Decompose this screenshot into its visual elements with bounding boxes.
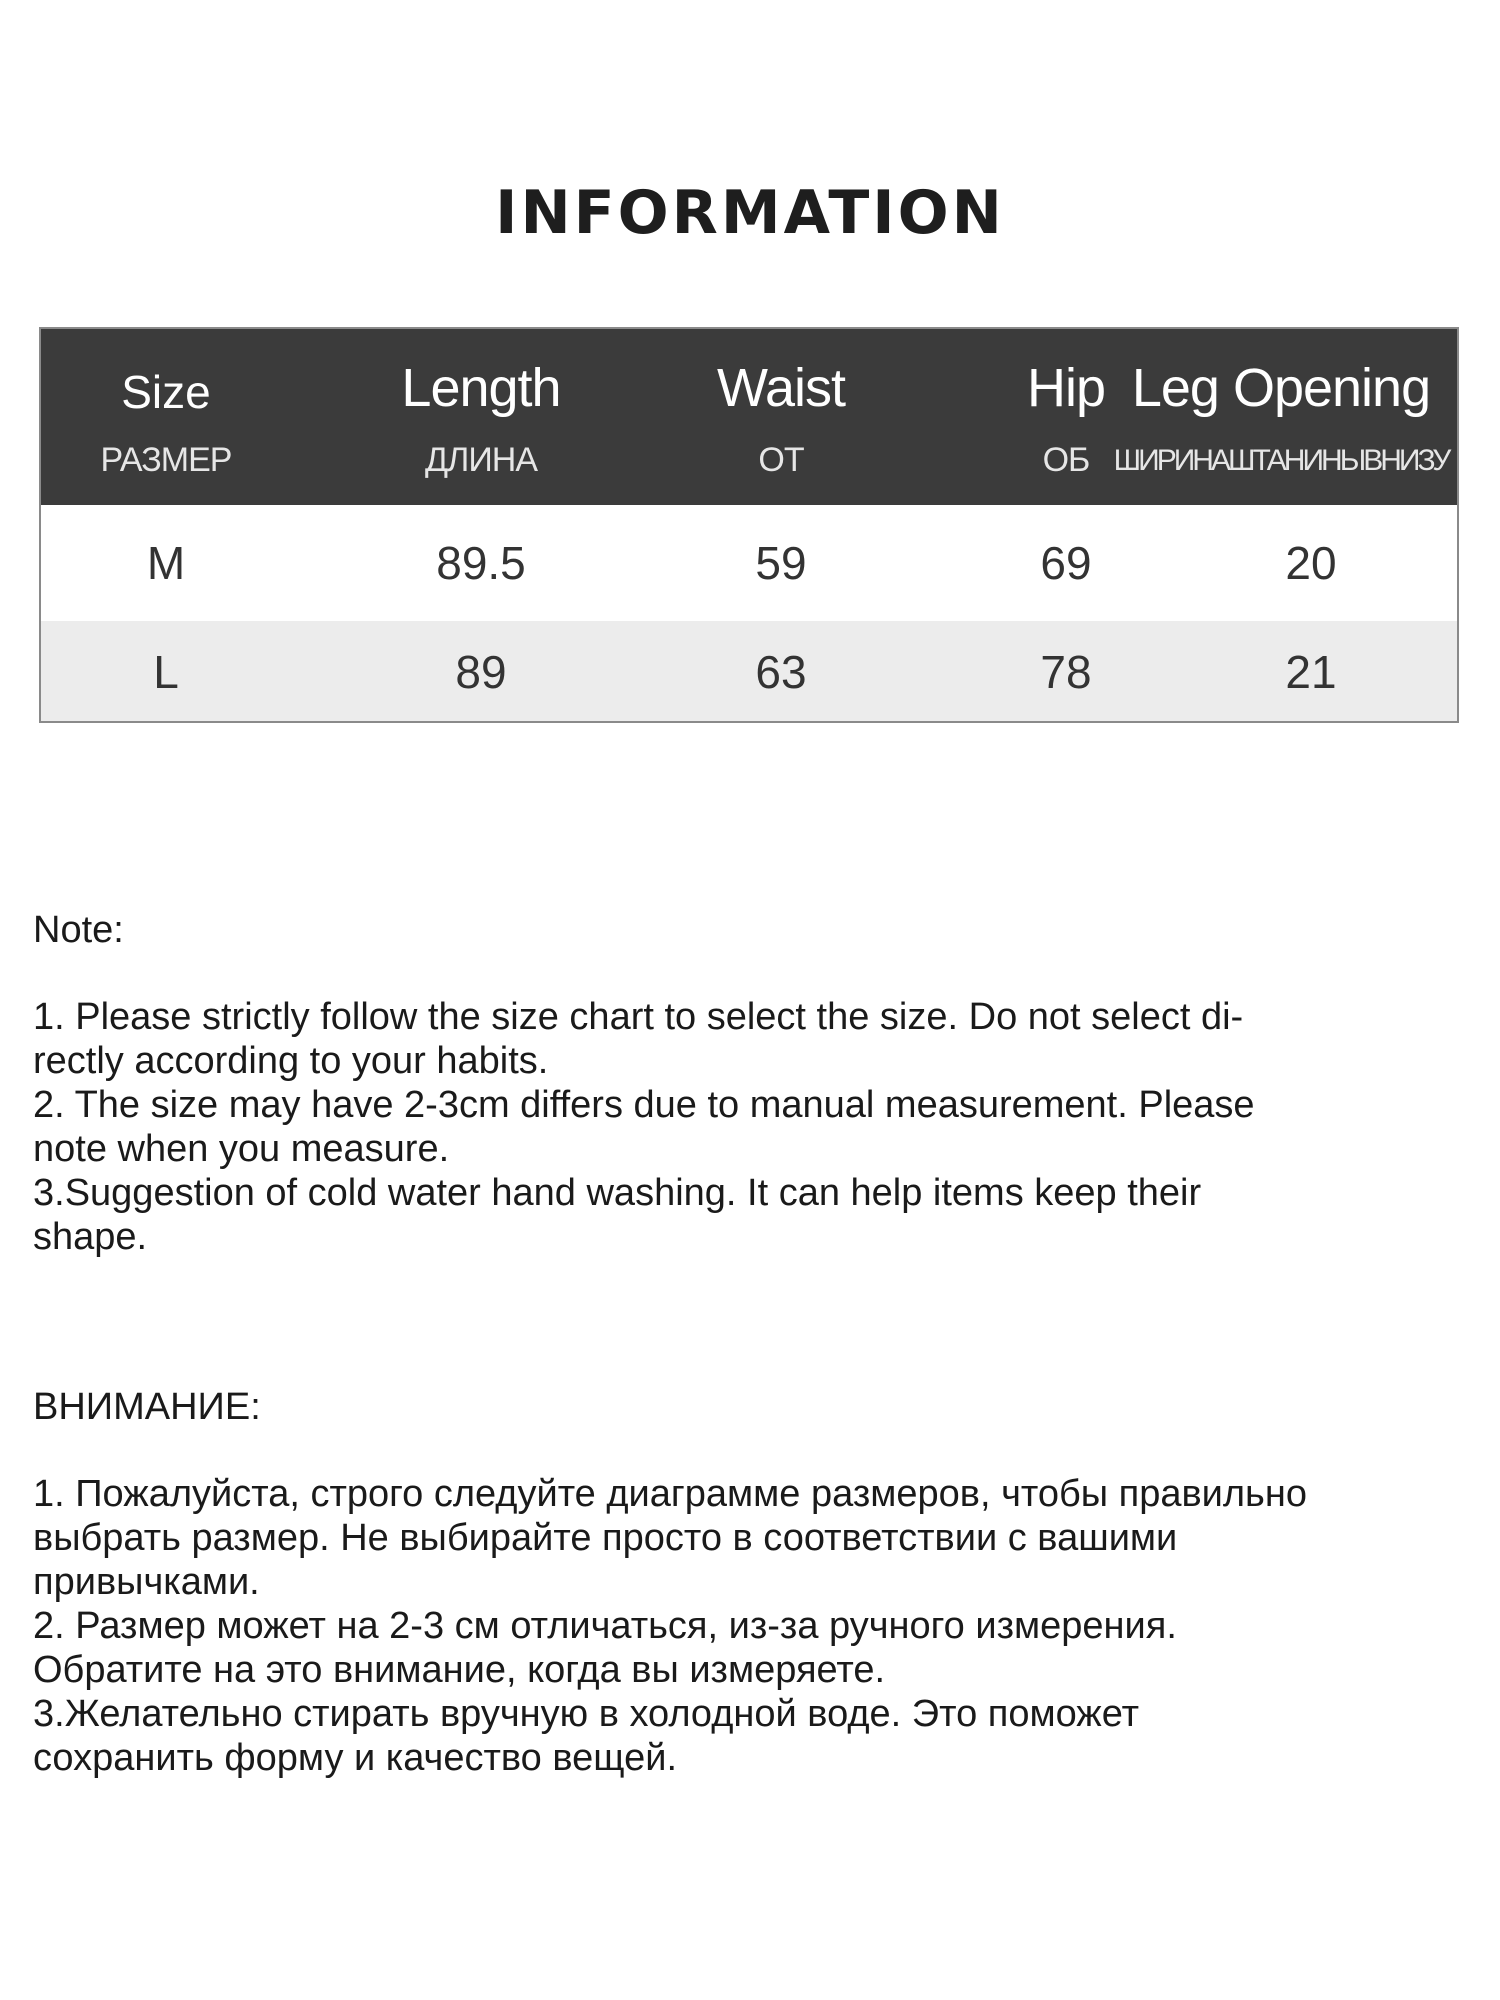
note-ru-line: 2. Размер может на 2-3 см отличаться, из-за ручного измерения. [33, 1605, 1177, 1647]
header-length-ru: ДЛИНА [424, 441, 537, 479]
cell-hip: 69 [1040, 537, 1092, 589]
note-en-heading: Note: [33, 909, 124, 951]
note-en-line: rectly according to your habits. [33, 1040, 549, 1082]
note-ru-body [33, 1472, 1473, 1780]
note-ru-line: привычками. [33, 1561, 260, 1603]
page-title: INFORMATION [495, 178, 1005, 248]
header-leg-opening-en: Leg Opening [1131, 358, 1431, 418]
header-size [41, 329, 291, 505]
note-en-line: note when you measure. [33, 1128, 450, 1170]
header-leg-opening [1101, 329, 1459, 505]
size-chart-table [39, 327, 1459, 723]
table-row [41, 621, 1457, 723]
header-hip-ru: ОБ [1042, 441, 1090, 479]
header-waist-en: Waist [717, 358, 845, 418]
cell-waist: 63 [755, 646, 807, 698]
cell-hip: 78 [1040, 646, 1092, 698]
cell-length: 89.5 [436, 537, 526, 589]
header-hip-en: Hip [1026, 358, 1106, 418]
header-length [331, 329, 631, 505]
cell-size: L [153, 646, 179, 698]
header-leg-opening-ru: ШИРИНАШТАНИНЫВНИЗУ [1113, 444, 1449, 477]
header-waist [641, 329, 921, 505]
note-en-line: shape. [33, 1216, 148, 1258]
note-en-line: 1. Please strictly follow the size chart to select the size. Do not select di- [33, 996, 1244, 1038]
cell-leg-opening: 21 [1285, 646, 1337, 698]
note-ru-line: 1. Пожалуйста, строго следуйте диаграмме размеров, чтобы правильно [33, 1473, 1307, 1515]
header-length-en: Length [401, 358, 561, 418]
cell-length: 89 [455, 646, 507, 698]
note-en-line: 2. The size may have 2-3cm differs due to manual measurement. Please [33, 1084, 1255, 1126]
header-size-ru: РАЗМЕР [100, 441, 232, 479]
note-ru-line: 3.Желательно стирать вручную в холодной воде. Это поможет [33, 1693, 1140, 1735]
header-waist-ru: ОТ [758, 441, 804, 479]
cell-leg-opening: 20 [1285, 537, 1337, 589]
cell-size: M [146, 537, 186, 589]
note-ru-line: выбрать размер. Не выбирайте просто в соответствии с вашими [33, 1517, 1178, 1559]
cell-waist: 59 [755, 537, 807, 589]
note-ru-heading: ВНИМАНИЕ: [33, 1386, 261, 1428]
note-ru-line: сохранить форму и качество вещей. [33, 1737, 677, 1779]
header-size-en: Size [121, 366, 211, 418]
table-row [41, 505, 1457, 621]
note-en-line: 3.Suggestion of cold water hand washing. It can help items keep their [33, 1172, 1202, 1214]
note-en-body [33, 995, 1473, 1259]
note-ru-line: Обратите на это внимание, когда вы измеряете. [33, 1649, 886, 1691]
table-header [41, 329, 1457, 505]
